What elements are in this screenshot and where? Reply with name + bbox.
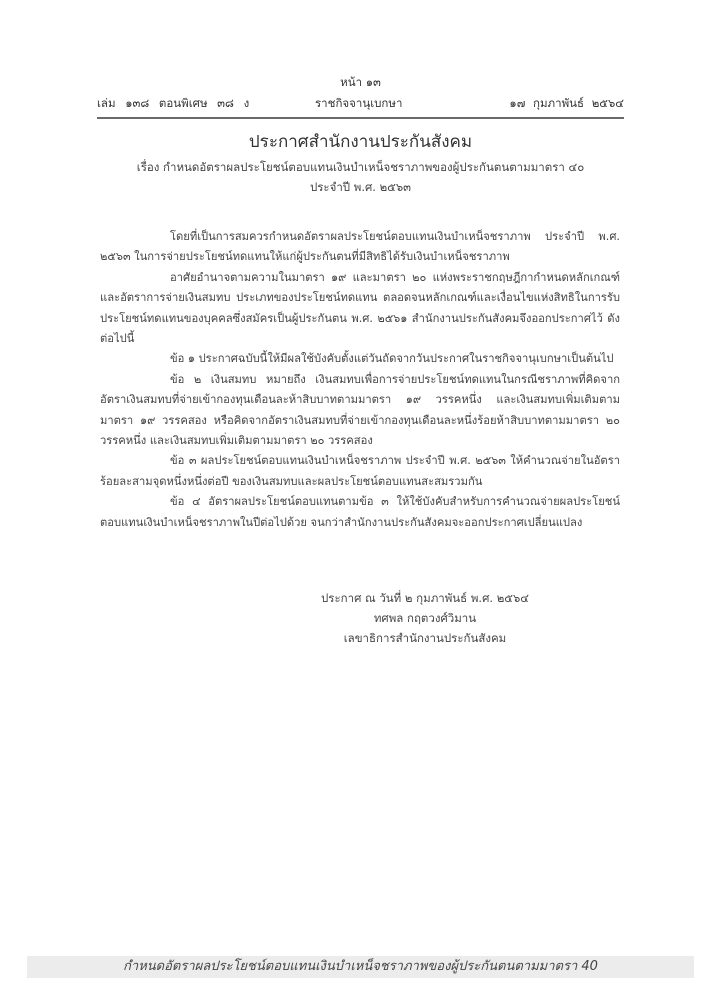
announcement-title: ประกาศสำนักงานประกันสังคม bbox=[248, 132, 473, 152]
paragraph-clause-2: ข้อ ๒ เงินสมทบ หมายถึง เงินสมทบเพื่อการจ่ายประโยชน์ทดแทนในกรณีชราภาพที่คิดจากอัตราเงินสมทบที่จ่ายเข้ากองทุนเดือนละห้าสิบบาทตามมาตรา ๑๙ วรรคหนึ่ง และเงินสมทบเพิ่มเติมตามมาตรา ๑๙ วรรคสอง หรือคิดจากอัตราเงินสมทบที่จ่ายเข้ากองทุนเดือนละหนึ่งร้อยห้าสิบบาทตามมาตรา ๒๐ วรรคหนึ่ง และเงินสมทบเพิ่มเติมตามมาตรา ๒๐ วรรคสอง bbox=[100, 372, 620, 448]
paragraph-clause-1: ข้อ ๑ ประกาศฉบับนี้ให้มีผลใช้บังคับตั้งแต่วันถัดจากวันประกาศในราชกิจจานุเบกษาเป็นต้นไป bbox=[170, 352, 614, 366]
signer-name: ทศพล กฤตวงศ์วิมาน bbox=[373, 611, 477, 625]
signature-block bbox=[250, 588, 600, 648]
paragraph-authority: อาศัยอำนาจตามความในมาตรา ๑๙ และมาตรา ๒๐ แห่งพระราชกฤษฎีกากำหนดหลักเกณฑ์และอัตราการจ่ายเงินสมทบ ประเภทของประโยชน์ทดแทน ตลอดจนหลักเกณฑ์และเงื่อนไขแห่งสิทธิในการรับประโยชน์ทดแทนของบุคคลซึ่งสมัครเป็นผู้ประกันตน พ.ศ. ๒๕๖๑ สำนักงานประกันสังคมจึงออกประกาศไว้ ดังต่อไปนี้ bbox=[100, 270, 620, 346]
header-divider bbox=[97, 117, 624, 119]
subject-line-1: เรื่อง กำหนดอัตราผลประโยชน์ตอบแทนเงินบำเหน็จชราภาพของผู้ประกันตนตามมาตรา ๔๐ bbox=[136, 160, 585, 174]
announcement-date: ประกาศ ณ วันที่ ๒ กุมภาพันธ์ พ.ศ. ๒๕๖๔ bbox=[321, 591, 529, 605]
paragraph-clause-4: ข้อ ๔ อัตราผลประโยชน์ตอบแทนตามข้อ ๓ ให้ใช้บังคับสำหรับการคำนวณจ่ายผลประโยชน์ตอบแทนเงินบำเหน็จชราภาพในปีต่อไปด้วย จนกว่าสำนักงานประกันสังคมจะออกประกาศเปลี่ยนแปลง bbox=[100, 495, 620, 529]
subject-line-2: ประจำปี พ.ศ. ๒๕๖๓ bbox=[309, 180, 412, 194]
paragraph-clause-3: ข้อ ๓ ผลประโยชน์ตอบแทนเงินบำเหน็จชราภาพ ประจำปี พ.ศ. ๒๕๖๓ ให้คำนวณจ่ายในอัตราร้อยละสามจุดหนึ่งหนึ่งต่อปี ของเงินสมทบและผลประโยชน์ตอบแทนสะสมรวมกัน bbox=[100, 454, 620, 488]
volume-info: เล่ม ๑๓๘ ตอนพิเศษ ๓๘ ง bbox=[97, 96, 250, 110]
announcement-body bbox=[100, 227, 620, 533]
paragraph-preamble: โดยที่เป็นการสมควรกำหนดอัตราผลประโยชน์ตอบแทนเงินบำเหน็จชราภาพ ประจำปี พ.ศ. ๒๕๖๓ ในการจ่ายประโยชน์ทดแทนให้แก่ผู้ประกันตนที่มีสิทธิได้รับเงินบำเหน็จชราภาพ bbox=[100, 230, 620, 264]
page-number: หน้า ๑๓ bbox=[340, 75, 381, 89]
image-caption: กำหนดอัตราผลประโยชน์ตอบแทนเงินบำเหน็จชราภาพของผู้ประกันตนตามมาตรา 40 bbox=[27, 956, 694, 978]
gazette-date: ๑๗ กุมภาพันธ์ ๒๕๖๔ bbox=[509, 96, 624, 110]
gazette-header bbox=[97, 95, 624, 113]
announcement-subject bbox=[0, 157, 721, 197]
gazette-name: ราชกิจจานุเบกษา bbox=[315, 96, 403, 110]
signer-position: เลขาธิการสำนักงานประกันสังคม bbox=[343, 631, 507, 645]
